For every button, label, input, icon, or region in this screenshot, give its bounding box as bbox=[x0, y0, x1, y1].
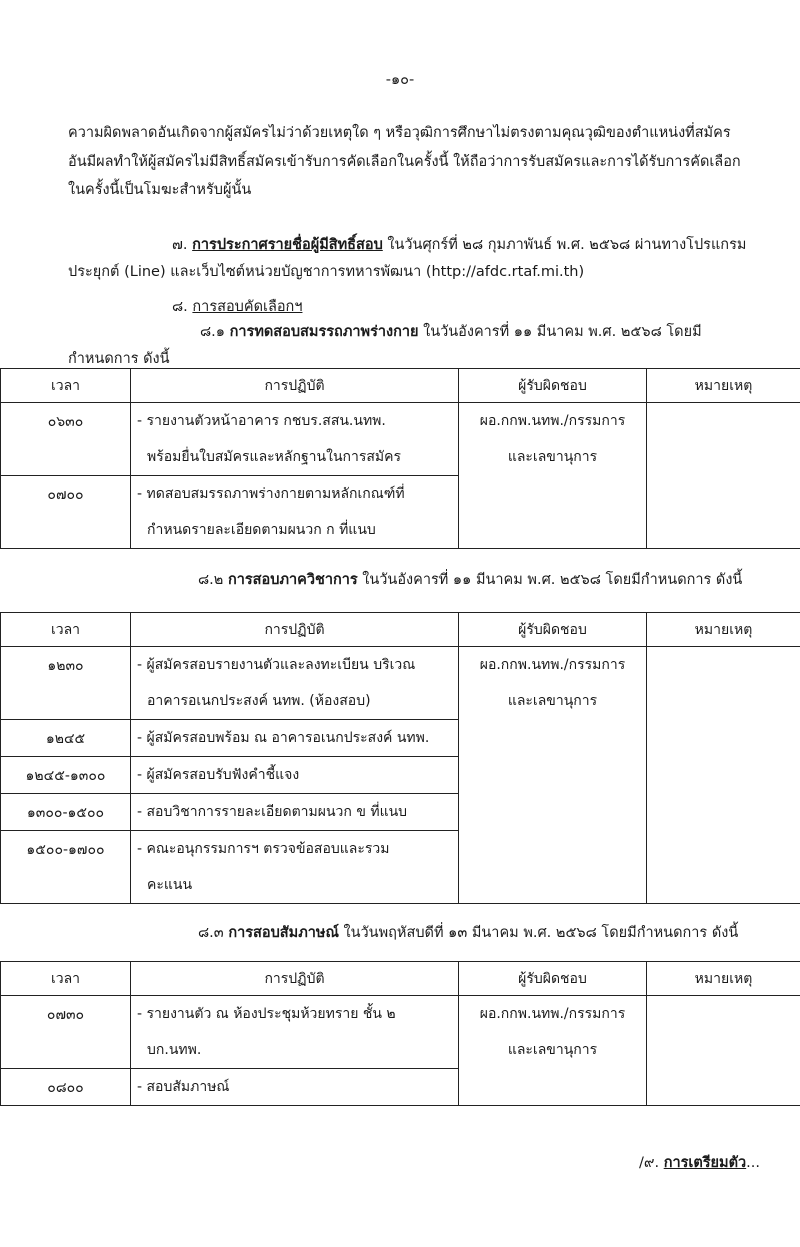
section-83-number: ๘.๓ bbox=[198, 925, 224, 941]
continuation-footer bbox=[639, 1153, 760, 1173]
action-line: พร้อมยื่นใบสมัครและหลักฐานในการสมัคร bbox=[147, 449, 402, 465]
table-row bbox=[1, 996, 800, 1069]
action-cell: - สอบสัมภาษณ์ bbox=[131, 1069, 459, 1106]
section-7-line2: ประยุกต์ (Line) และเว็บไซต์หน่วยบัญชาการทหารพัฒนา (http://afdc.rtaf.mi.th) bbox=[68, 264, 585, 280]
action-line: - รายงานตัวหน้าอาคาร กชบร.สสน.นทพ. bbox=[137, 413, 386, 429]
section-8-heading bbox=[172, 297, 302, 317]
action-line: คะแนน bbox=[147, 877, 193, 893]
responsible-cell bbox=[459, 996, 647, 1106]
schedule-table-83 bbox=[0, 961, 800, 1106]
table-row bbox=[1, 403, 800, 476]
time-cell: ๑๒๔๕-๑๓๐๐ bbox=[1, 757, 131, 794]
action-cell bbox=[131, 476, 459, 549]
action-cell bbox=[131, 996, 459, 1069]
responsible-line: และเลขานุการ bbox=[507, 1042, 598, 1058]
action-cell: - ผู้สมัครสอบพร้อม ณ อาคารอเนกประสงค์ นทพ. bbox=[131, 720, 459, 757]
time-cell: ๑๒๓๐ bbox=[1, 647, 131, 720]
section-82-number: ๘.๒ bbox=[198, 572, 224, 588]
header-remark: หมายเหตุ bbox=[647, 369, 800, 403]
action-line: - คณะอนุกรรมการฯ ตรวจข้อสอบและรวม bbox=[137, 841, 390, 857]
section-7-title: การประกาศรายชื่อผู้มีสิทธิ์สอบ bbox=[192, 237, 383, 253]
intro-line: ความผิดพลาดอันเกิดจากผู้สมัครไม่ว่าด้วยเหตุใด ๆ หรือวุฒิการศึกษาไม่ตรงตามคุณวุฒิของตำแหน่งที่สมัคร bbox=[68, 125, 731, 141]
section-81-number: ๘.๑ bbox=[200, 324, 225, 340]
header-remark: หมายเหตุ bbox=[647, 962, 800, 996]
action-cell: - ผู้สมัครสอบรับฟังคำชี้แจง bbox=[131, 757, 459, 794]
section-81-text: ในวันอังคารที่ ๑๑ มีนาคม พ.ศ. ๒๕๖๘ โดยมี bbox=[418, 324, 702, 340]
header-remark: หมายเหตุ bbox=[647, 613, 800, 647]
section-82-line bbox=[198, 570, 742, 590]
table-row bbox=[1, 647, 800, 720]
section-7-text: ในวันศุกร์ที่ ๒๘ กุมภาพันธ์ พ.ศ. ๒๕๖๘ ผ่านทางโปรแกรม bbox=[382, 237, 747, 253]
section-83-text: ในวันพฤหัสบดีที่ ๑๓ มีนาคม พ.ศ. ๒๕๖๘ โดยมีกำหนดการ ดังนี้ bbox=[338, 925, 739, 941]
section-81-title: การทดสอบสมรรถภาพร่างกาย bbox=[229, 324, 419, 340]
action-line: - รายงานตัว ณ ห้องประชุมห้วยทราย ชั้น ๒ bbox=[137, 1006, 396, 1022]
action-line: - ผู้สมัครสอบรายงานตัวและลงทะเบียน บริเวณ bbox=[137, 657, 416, 673]
header-action: การปฏิบัติ bbox=[131, 613, 459, 647]
action-cell bbox=[131, 403, 459, 476]
responsible-line: ผอ.กกพ.นทพ./กรรมการ bbox=[479, 413, 626, 429]
header-action: การปฏิบัติ bbox=[131, 369, 459, 403]
responsible-cell bbox=[459, 403, 647, 549]
responsible-cell bbox=[459, 647, 647, 904]
action-line: - ทดสอบสมรรถภาพร่างกายตามหลักเกณฑ์ที่ bbox=[137, 486, 405, 502]
time-cell: ๐๖๓๐ bbox=[1, 403, 131, 476]
time-cell: ๑๕๐๐-๑๗๐๐ bbox=[1, 831, 131, 904]
section-81-line2: กำหนดการ ดังนี้ bbox=[68, 351, 170, 367]
header-time: เวลา bbox=[1, 369, 131, 403]
page-number: -๑๐- bbox=[385, 72, 415, 88]
header-responsible: ผู้รับผิดชอบ bbox=[459, 962, 647, 996]
intro-line: อันมีผลทำให้ผู้สมัครไม่มีสิทธิ์สมัครเข้ารับการคัดเลือกในครั้งนี้ ให้ถือว่าการรับสมัครและการได้รับการคัดเลือก bbox=[68, 154, 741, 170]
section-82-title: การสอบภาควิชาการ bbox=[227, 572, 358, 588]
time-cell: ๑๒๔๕ bbox=[1, 720, 131, 757]
action-cell bbox=[131, 647, 459, 720]
section-83-line bbox=[198, 923, 738, 943]
section-8-title: การสอบคัดเลือกฯ bbox=[192, 299, 303, 315]
header-responsible: ผู้รับผิดชอบ bbox=[459, 613, 647, 647]
section-7-line bbox=[172, 235, 746, 255]
section-8-number: ๘. bbox=[172, 299, 188, 315]
footer-suffix: ... bbox=[746, 1155, 760, 1171]
header-responsible: ผู้รับผิดชอบ bbox=[459, 369, 647, 403]
header-time: เวลา bbox=[1, 613, 131, 647]
action-cell: - สอบวิชาการรายละเอียดตามผนวก ข ที่แนบ bbox=[131, 794, 459, 831]
footer-prefix: /๙. bbox=[638, 1155, 664, 1171]
action-line: อาคารอเนกประสงค์ นทพ. (ห้องสอบ) bbox=[147, 693, 371, 709]
action-line: บก.นทพ. bbox=[147, 1042, 202, 1058]
remark-cell bbox=[647, 403, 800, 549]
header-time: เวลา bbox=[1, 962, 131, 996]
section-7-number: ๗. bbox=[172, 237, 188, 253]
section-82-text: ในวันอังคารที่ ๑๑ มีนาคม พ.ศ. ๒๕๖๘ โดยมีกำหนดการ ดังนี้ bbox=[357, 572, 743, 588]
responsible-line: และเลขานุการ bbox=[507, 693, 598, 709]
section-81-line bbox=[200, 322, 702, 342]
time-cell: ๐๘๐๐ bbox=[1, 1069, 131, 1106]
intro-line: ในครั้งนี้เป็นโมฆะสำหรับผู้นั้น bbox=[68, 182, 252, 198]
header-action: การปฏิบัติ bbox=[131, 962, 459, 996]
responsible-line: ผอ.กกพ.นทพ./กรรมการ bbox=[479, 657, 626, 673]
section-83-title: การสอบสัมภาษณ์ bbox=[228, 925, 339, 941]
action-cell bbox=[131, 831, 459, 904]
schedule-table-82 bbox=[0, 612, 800, 904]
time-cell: ๐๗๐๐ bbox=[1, 476, 131, 549]
action-line: กำหนดรายละเอียดตามผนวก ก ที่แนบ bbox=[147, 522, 376, 538]
remark-cell bbox=[647, 647, 800, 904]
remark-cell bbox=[647, 996, 800, 1106]
responsible-line: และเลขานุการ bbox=[507, 449, 598, 465]
footer-title: การเตรียมตัว bbox=[663, 1155, 747, 1171]
time-cell: ๐๗๓๐ bbox=[1, 996, 131, 1069]
time-cell: ๑๓๐๐-๑๕๐๐ bbox=[1, 794, 131, 831]
schedule-table-81 bbox=[0, 368, 800, 549]
responsible-line: ผอ.กกพ.นทพ./กรรมการ bbox=[479, 1006, 626, 1022]
